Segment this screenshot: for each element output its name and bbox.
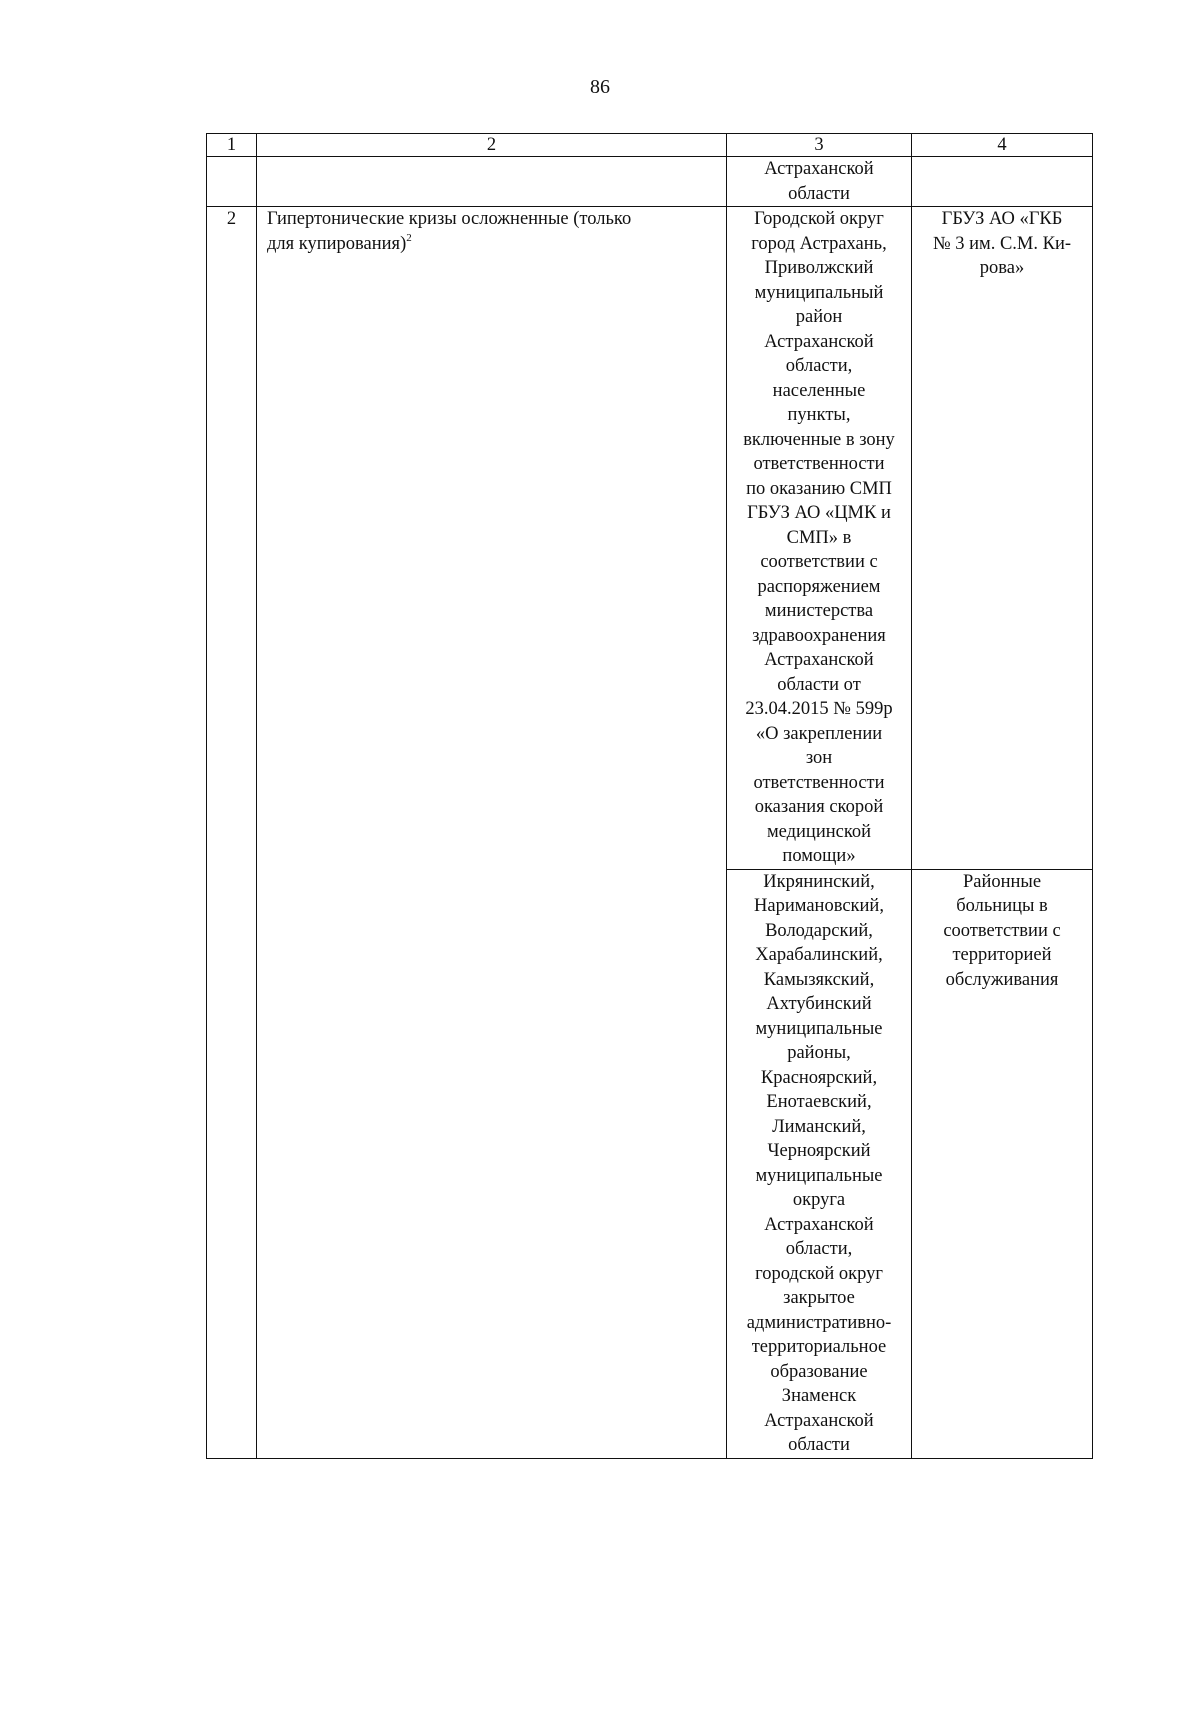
area-line: министерства <box>764 601 874 621</box>
header-col-2: 2 <box>257 134 727 157</box>
areas-cell-b <box>727 869 912 1458</box>
area-line: образование <box>770 1361 868 1382</box>
area-line: Астраханской <box>764 1214 874 1235</box>
area-line: пункты, <box>787 405 851 425</box>
area-line: медицинской <box>766 821 872 842</box>
area-line: включенные в зону <box>743 429 895 450</box>
facility-line: территорией <box>952 945 1052 965</box>
cont-col-3 <box>727 157 912 207</box>
area-line: ответственности <box>753 454 885 474</box>
area-line: город Астрахань, <box>751 233 887 254</box>
condition-line-2 <box>267 232 718 257</box>
table-header-row <box>207 134 1093 157</box>
area-line: ответственности <box>753 772 885 793</box>
areas-cell-a <box>727 207 912 870</box>
area-line: Икрянинский, <box>763 871 875 892</box>
area-line: здравоохранения <box>752 625 886 646</box>
area-line: Красноярский, <box>760 1067 878 1088</box>
area-line: «О закреплении <box>755 723 883 744</box>
area-line: Володарский, <box>765 920 873 941</box>
facility-line: ГБУЗ АО «ГКБ <box>941 209 1063 229</box>
cont-area-line: Астраханской <box>764 159 874 179</box>
area-line: помощи» <box>782 846 856 866</box>
condition-text: для купирования) <box>267 233 407 254</box>
condition-line-1: Гипертонические кризы осложненные (только <box>267 209 632 229</box>
area-line: населенные <box>772 380 866 401</box>
area-line: Астраханской <box>764 331 874 352</box>
facility-line: № 3 им. С.М. Ки- <box>932 233 1072 254</box>
area-line: Енотаевский, <box>766 1092 872 1112</box>
facility-line: Районные <box>962 871 1042 892</box>
header-col-4: 4 <box>912 134 1093 157</box>
area-line: ГБУЗ АО «ЦМК и <box>747 503 891 523</box>
area-line: по оказанию СМП <box>746 478 892 499</box>
facility-cell-b <box>912 869 1093 1458</box>
area-line: Лиманский, <box>772 1116 866 1137</box>
area-line: районы, <box>787 1043 851 1063</box>
facility-cell-a <box>912 207 1093 870</box>
continuation-row <box>207 157 1093 207</box>
area-line: закрытое <box>783 1288 855 1308</box>
facility-line: обслуживания <box>945 969 1059 990</box>
cont-col-4 <box>912 157 1093 207</box>
area-line: Городской округ <box>754 209 884 229</box>
area-line: территориальное <box>751 1337 887 1357</box>
area-line: Ахтубинский <box>766 994 872 1014</box>
header-col-3: 3 <box>727 134 912 157</box>
document-table <box>206 133 1093 1459</box>
area-line: Приволжский <box>764 258 874 278</box>
area-line: муниципальные <box>755 1018 883 1039</box>
cont-area-line: области <box>788 183 850 204</box>
area-line: СМП» в <box>786 527 852 548</box>
facility-line: соответствии с <box>943 920 1061 941</box>
area-line: области от <box>777 674 861 695</box>
page-number: 86 <box>590 76 610 98</box>
area-line: Наримановский, <box>754 896 884 916</box>
area-line: соответствии с <box>760 552 878 572</box>
condition-cell <box>257 207 727 1459</box>
facility-line: рова» <box>979 258 1025 278</box>
area-line: административно- <box>746 1312 892 1333</box>
area-line: городской округ <box>755 1263 883 1284</box>
area-line: области <box>788 1435 850 1455</box>
area-line: Астраханской <box>764 650 874 670</box>
area-line: округа <box>792 1190 846 1210</box>
facility-line: больницы в <box>956 896 1048 916</box>
area-line: Камызякский, <box>763 969 875 990</box>
area-line: муниципальный <box>754 282 884 303</box>
area-line: области, <box>785 356 853 376</box>
area-line: район <box>795 307 843 327</box>
area-line: области, <box>785 1239 853 1259</box>
row-number: 2 <box>207 207 257 1459</box>
area-line: Харабалинский, <box>755 945 883 965</box>
cont-col-1 <box>207 157 257 207</box>
area-line: зон <box>805 748 833 768</box>
area-line: муниципальные <box>755 1165 883 1186</box>
footnote-mark: 2 <box>406 231 412 244</box>
header-col-1: 1 <box>207 134 257 157</box>
area-line: оказания скорой <box>754 797 884 817</box>
area-line: 23.04.2015 № 599р <box>745 699 893 719</box>
area-line: распоряжением <box>757 576 881 597</box>
area-line: Астраханской <box>764 1410 874 1431</box>
area-line: Знаменск <box>781 1386 857 1406</box>
table-row-2a <box>207 207 1093 870</box>
cont-col-2 <box>257 157 727 207</box>
area-line: Черноярский <box>767 1141 871 1161</box>
